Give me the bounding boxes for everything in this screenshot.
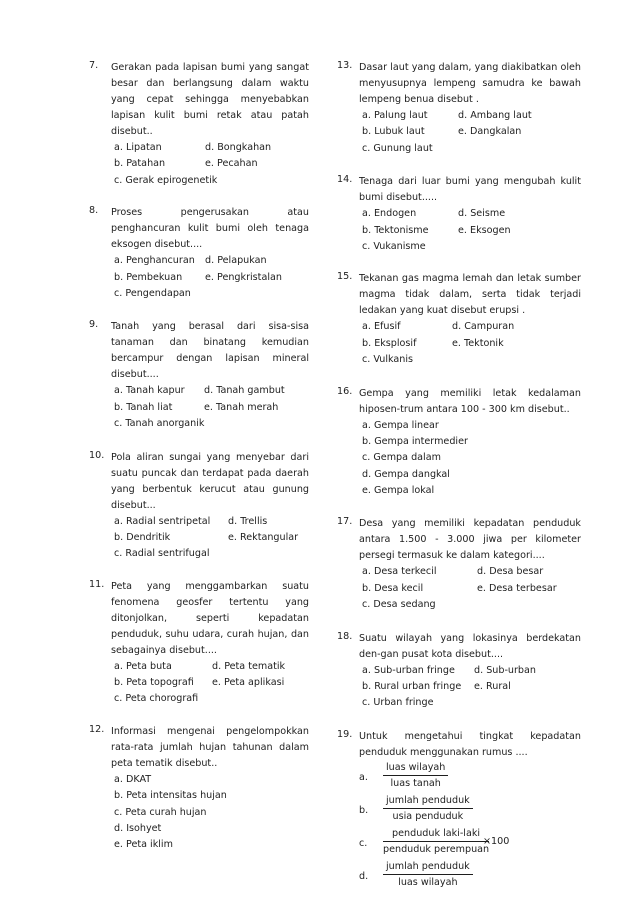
question-body bbox=[359, 386, 581, 500]
question-text: Untuk mengetahui tingkat kepadatan penduduk menggunakan rumus .... bbox=[359, 730, 581, 758]
option: b. Patahan bbox=[114, 158, 166, 170]
question-number: 11. bbox=[89, 578, 105, 590]
option: c. Gerak epirogenetik bbox=[114, 174, 218, 186]
option-row bbox=[359, 679, 581, 695]
fraction-numerator: jumlah penduduk bbox=[386, 794, 470, 806]
fraction-numerator: luas wilayah bbox=[386, 761, 446, 773]
question-text: Gempa yang memiliki letak kedalaman hiposen-trum antara 100 - 300 km disebut.. bbox=[359, 387, 581, 415]
question-body bbox=[359, 729, 581, 893]
formula-option bbox=[359, 860, 581, 893]
option: e. Tektonik bbox=[452, 337, 504, 349]
option-row bbox=[359, 352, 581, 368]
question-text: Tekanan gas magma lemah dan letak sumber magma tidak dalam, serta tidak terjadi ledakan yang kuat disebut erupsi . bbox=[359, 273, 581, 317]
option-row bbox=[111, 788, 309, 804]
question-item bbox=[89, 205, 309, 302]
option: e. Eksogen bbox=[458, 224, 511, 236]
question-number: 9. bbox=[89, 319, 99, 331]
option: a. Lipatan bbox=[114, 142, 162, 153]
option-row bbox=[111, 400, 309, 416]
fraction-denominator: penduduk perempuan bbox=[383, 843, 490, 855]
formula-option bbox=[359, 761, 581, 794]
option: a. Peta buta bbox=[114, 660, 172, 672]
question-item bbox=[89, 724, 309, 854]
question-item bbox=[337, 271, 581, 368]
formula-option bbox=[359, 794, 581, 827]
option: e. Peta iklim bbox=[114, 839, 173, 851]
question-item bbox=[337, 174, 581, 255]
option: a. Gempa linear bbox=[362, 419, 439, 431]
question-text: Gerakan pada lapisan bumi yang sangat besar dan berlangsung dalam waktu yang cepat sehingga menyebabkan lapisan kulit bumi retak atau patah disebut.. bbox=[111, 62, 309, 137]
option: d. Isohyet bbox=[114, 823, 162, 835]
option-row bbox=[111, 805, 309, 821]
question-item bbox=[337, 729, 581, 893]
question-body bbox=[359, 631, 581, 712]
option-letter: d. bbox=[359, 870, 369, 882]
question-number: 8. bbox=[89, 205, 99, 217]
option: a. Desa terkecil bbox=[362, 566, 437, 578]
question-number: 13. bbox=[337, 60, 353, 71]
option: b. Rural urban fringe bbox=[362, 681, 462, 693]
fraction bbox=[383, 860, 473, 890]
question-body bbox=[111, 579, 309, 708]
question-number: 14. bbox=[337, 174, 353, 186]
option: c. Gunung laut bbox=[362, 142, 433, 154]
fraction-denominator: usia penduduk bbox=[392, 810, 464, 822]
option-row bbox=[359, 597, 581, 613]
option: a. Radial sentripetal bbox=[114, 515, 211, 527]
question-body bbox=[111, 450, 309, 563]
option: c. Tanah anorganik bbox=[114, 418, 205, 430]
option: c. Urban fringe bbox=[362, 697, 434, 709]
option: b. Eksplosif bbox=[362, 337, 417, 349]
question-body bbox=[111, 205, 309, 302]
option-row bbox=[111, 253, 309, 269]
option-row bbox=[111, 140, 309, 156]
option: c. Peta curah hujan bbox=[114, 806, 207, 818]
option-row bbox=[111, 416, 309, 432]
option-row bbox=[359, 483, 581, 499]
option-row bbox=[111, 691, 309, 707]
option-row bbox=[111, 675, 309, 691]
fraction-denominator: luas tanah bbox=[390, 777, 441, 789]
option: b. Gempa intermedier bbox=[362, 435, 468, 447]
option: e. Pengkristalan bbox=[205, 271, 282, 283]
option: b. Peta intensitas hujan bbox=[114, 790, 227, 802]
option-row bbox=[111, 383, 309, 399]
question-text: Pola aliran sungai yang menyebar dari suatu puncak dan terdapat pada daerah yang berbentuk kerucut atau gunung disebut... bbox=[111, 451, 309, 511]
question-text: Suatu wilayah yang lokasinya berdekatan den-gan pusat kota disebut.... bbox=[359, 632, 581, 660]
option: d. Tanah gambut bbox=[204, 385, 285, 397]
option: e. Rektangular bbox=[228, 531, 299, 543]
option: e. Gempa lokal bbox=[362, 485, 435, 497]
question-number: 12. bbox=[89, 723, 105, 735]
option: c. Radial sentrifugal bbox=[114, 548, 210, 560]
question-number: 16. bbox=[337, 385, 353, 397]
option: d. Gempa dangkal bbox=[362, 468, 450, 480]
fraction-denominator: luas wilayah bbox=[398, 876, 458, 888]
option: d. Ambang laut bbox=[458, 110, 532, 121]
question-number: 17. bbox=[337, 516, 353, 528]
multiplier: ×100 bbox=[483, 835, 510, 847]
option-row bbox=[111, 514, 309, 530]
question-item bbox=[337, 631, 581, 712]
question-number: 10. bbox=[89, 449, 105, 461]
question-number: 19. bbox=[337, 728, 353, 740]
question-item bbox=[89, 60, 309, 189]
question-item bbox=[337, 60, 581, 157]
option: b. Tektonisme bbox=[362, 224, 429, 236]
option-row bbox=[359, 564, 581, 580]
option-row bbox=[111, 772, 309, 788]
option: b. Peta topografi bbox=[114, 677, 194, 689]
fraction bbox=[383, 827, 489, 857]
left-column bbox=[89, 60, 309, 854]
option: c. Vukanisme bbox=[362, 240, 426, 252]
formula-option bbox=[359, 827, 581, 860]
option-letter: a. bbox=[359, 771, 368, 783]
option-row bbox=[111, 821, 309, 837]
question-body bbox=[111, 724, 309, 854]
option: e. Dangkalan bbox=[458, 126, 522, 138]
option: c. Peta chorografi bbox=[114, 693, 199, 705]
option: a. Sub-urban fringe bbox=[362, 664, 455, 676]
option-row bbox=[111, 530, 309, 546]
question-text: Tanah yang berasal dari sisa-sisa tanaman dan binatang kemudian bercampur dengan lapisan mineral disebut.... bbox=[111, 321, 309, 381]
option: a. Palung laut bbox=[362, 110, 428, 121]
right-column bbox=[337, 60, 581, 893]
option: c. Pengendapan bbox=[114, 287, 191, 299]
question-number: 15. bbox=[337, 271, 353, 283]
option: b. Dendritik bbox=[114, 531, 171, 543]
option-row bbox=[359, 319, 581, 335]
option: b. Desa kecil bbox=[362, 582, 424, 594]
option-row bbox=[359, 434, 581, 450]
option-row bbox=[111, 659, 309, 675]
option-letter: c. bbox=[359, 837, 368, 849]
question-item bbox=[89, 450, 309, 563]
question-number: 18. bbox=[337, 630, 353, 642]
option: a. DKAT bbox=[114, 773, 152, 785]
option: a. Tanah kapur bbox=[114, 385, 185, 397]
option: c. Vulkanis bbox=[362, 354, 414, 366]
question-body bbox=[111, 319, 309, 432]
option: a. Efusif bbox=[362, 321, 401, 333]
option: d. Sub-urban bbox=[474, 664, 536, 676]
question-item bbox=[89, 579, 309, 708]
option-letter: b. bbox=[359, 804, 369, 816]
question-body bbox=[359, 174, 581, 255]
option: d. Bongkahan bbox=[205, 142, 272, 153]
option-row bbox=[111, 173, 309, 189]
question-body bbox=[359, 516, 581, 613]
option: b. Lubuk laut bbox=[362, 126, 425, 138]
option-row bbox=[359, 223, 581, 239]
option-row bbox=[359, 450, 581, 466]
question-text: Peta yang menggambarkan suatu fenomena geosfer tertentu yang ditonjolkan, seperti kepadatan penduduk, suhu udara, curah hujan, dan sebagainya disebut.... bbox=[111, 580, 309, 656]
option-row bbox=[359, 581, 581, 597]
option-row bbox=[111, 546, 309, 562]
option: e. Peta aplikasi bbox=[212, 677, 285, 689]
question-text: Proses pengerusakan atau penghancuran kulit bumi oleh tenaga eksogen disebut.... bbox=[111, 207, 309, 251]
option: d. Trellis bbox=[228, 515, 268, 527]
option: d. Peta tematik bbox=[212, 660, 286, 672]
fraction-numerator: jumlah penduduk bbox=[386, 860, 470, 872]
option-row bbox=[359, 206, 581, 222]
option: e. Desa terbesar bbox=[477, 582, 557, 594]
option-row bbox=[111, 837, 309, 853]
option: b. Pembekuan bbox=[114, 271, 183, 283]
question-text: Desa yang memiliki kepadatan penduduk antara 1.500 - 3.000 jiwa per kilometer persegi termasuk ke dalam kategori.... bbox=[359, 518, 581, 562]
option-row bbox=[359, 336, 581, 352]
option-row bbox=[359, 239, 581, 255]
question-number: 7. bbox=[89, 60, 99, 71]
option: e. Tanah merah bbox=[204, 401, 279, 413]
option-row bbox=[359, 124, 581, 140]
question-text: Informasi mengenai pengelompokkan rata-rata jumlah hujan tahunan dalam peta tematik disebut.. bbox=[111, 725, 309, 769]
option: c. Gempa dalam bbox=[362, 452, 441, 464]
option-row bbox=[359, 695, 581, 711]
option: d. Pelapukan bbox=[205, 255, 267, 267]
question-item bbox=[337, 516, 581, 613]
option: d. Seisme bbox=[458, 208, 506, 220]
fraction-numerator: penduduk laki-laki bbox=[392, 827, 481, 839]
option-row bbox=[359, 141, 581, 157]
fraction bbox=[383, 794, 473, 824]
question-item bbox=[337, 386, 581, 500]
option: d. Desa besar bbox=[477, 566, 544, 578]
fraction bbox=[383, 761, 448, 791]
option-row bbox=[111, 156, 309, 172]
option-row bbox=[111, 270, 309, 286]
question-body bbox=[359, 60, 581, 157]
option: e. Rural bbox=[474, 681, 511, 693]
question-text: Tenaga dari luar bumi yang mengubah kulit bumi disebut..... bbox=[359, 176, 581, 204]
option-row bbox=[359, 663, 581, 679]
option-row bbox=[359, 467, 581, 483]
option-row bbox=[111, 286, 309, 302]
option: b. Tanah liat bbox=[114, 401, 173, 413]
option: c. Desa sedang bbox=[362, 599, 436, 611]
question-body bbox=[359, 271, 581, 368]
option-row bbox=[359, 418, 581, 434]
option: e. Pecahan bbox=[205, 158, 258, 170]
option: a. Penghancuran bbox=[114, 255, 195, 267]
option-row bbox=[359, 108, 581, 124]
question-body bbox=[111, 60, 309, 189]
question-text: Dasar laut yang dalam, yang diakibatkan oleh menyusupnya lempeng samudra ke bawah lempeng benua disebut . bbox=[359, 62, 581, 105]
option: a. Endogen bbox=[362, 208, 417, 220]
option: d. Campuran bbox=[452, 321, 515, 333]
question-item bbox=[89, 319, 309, 432]
